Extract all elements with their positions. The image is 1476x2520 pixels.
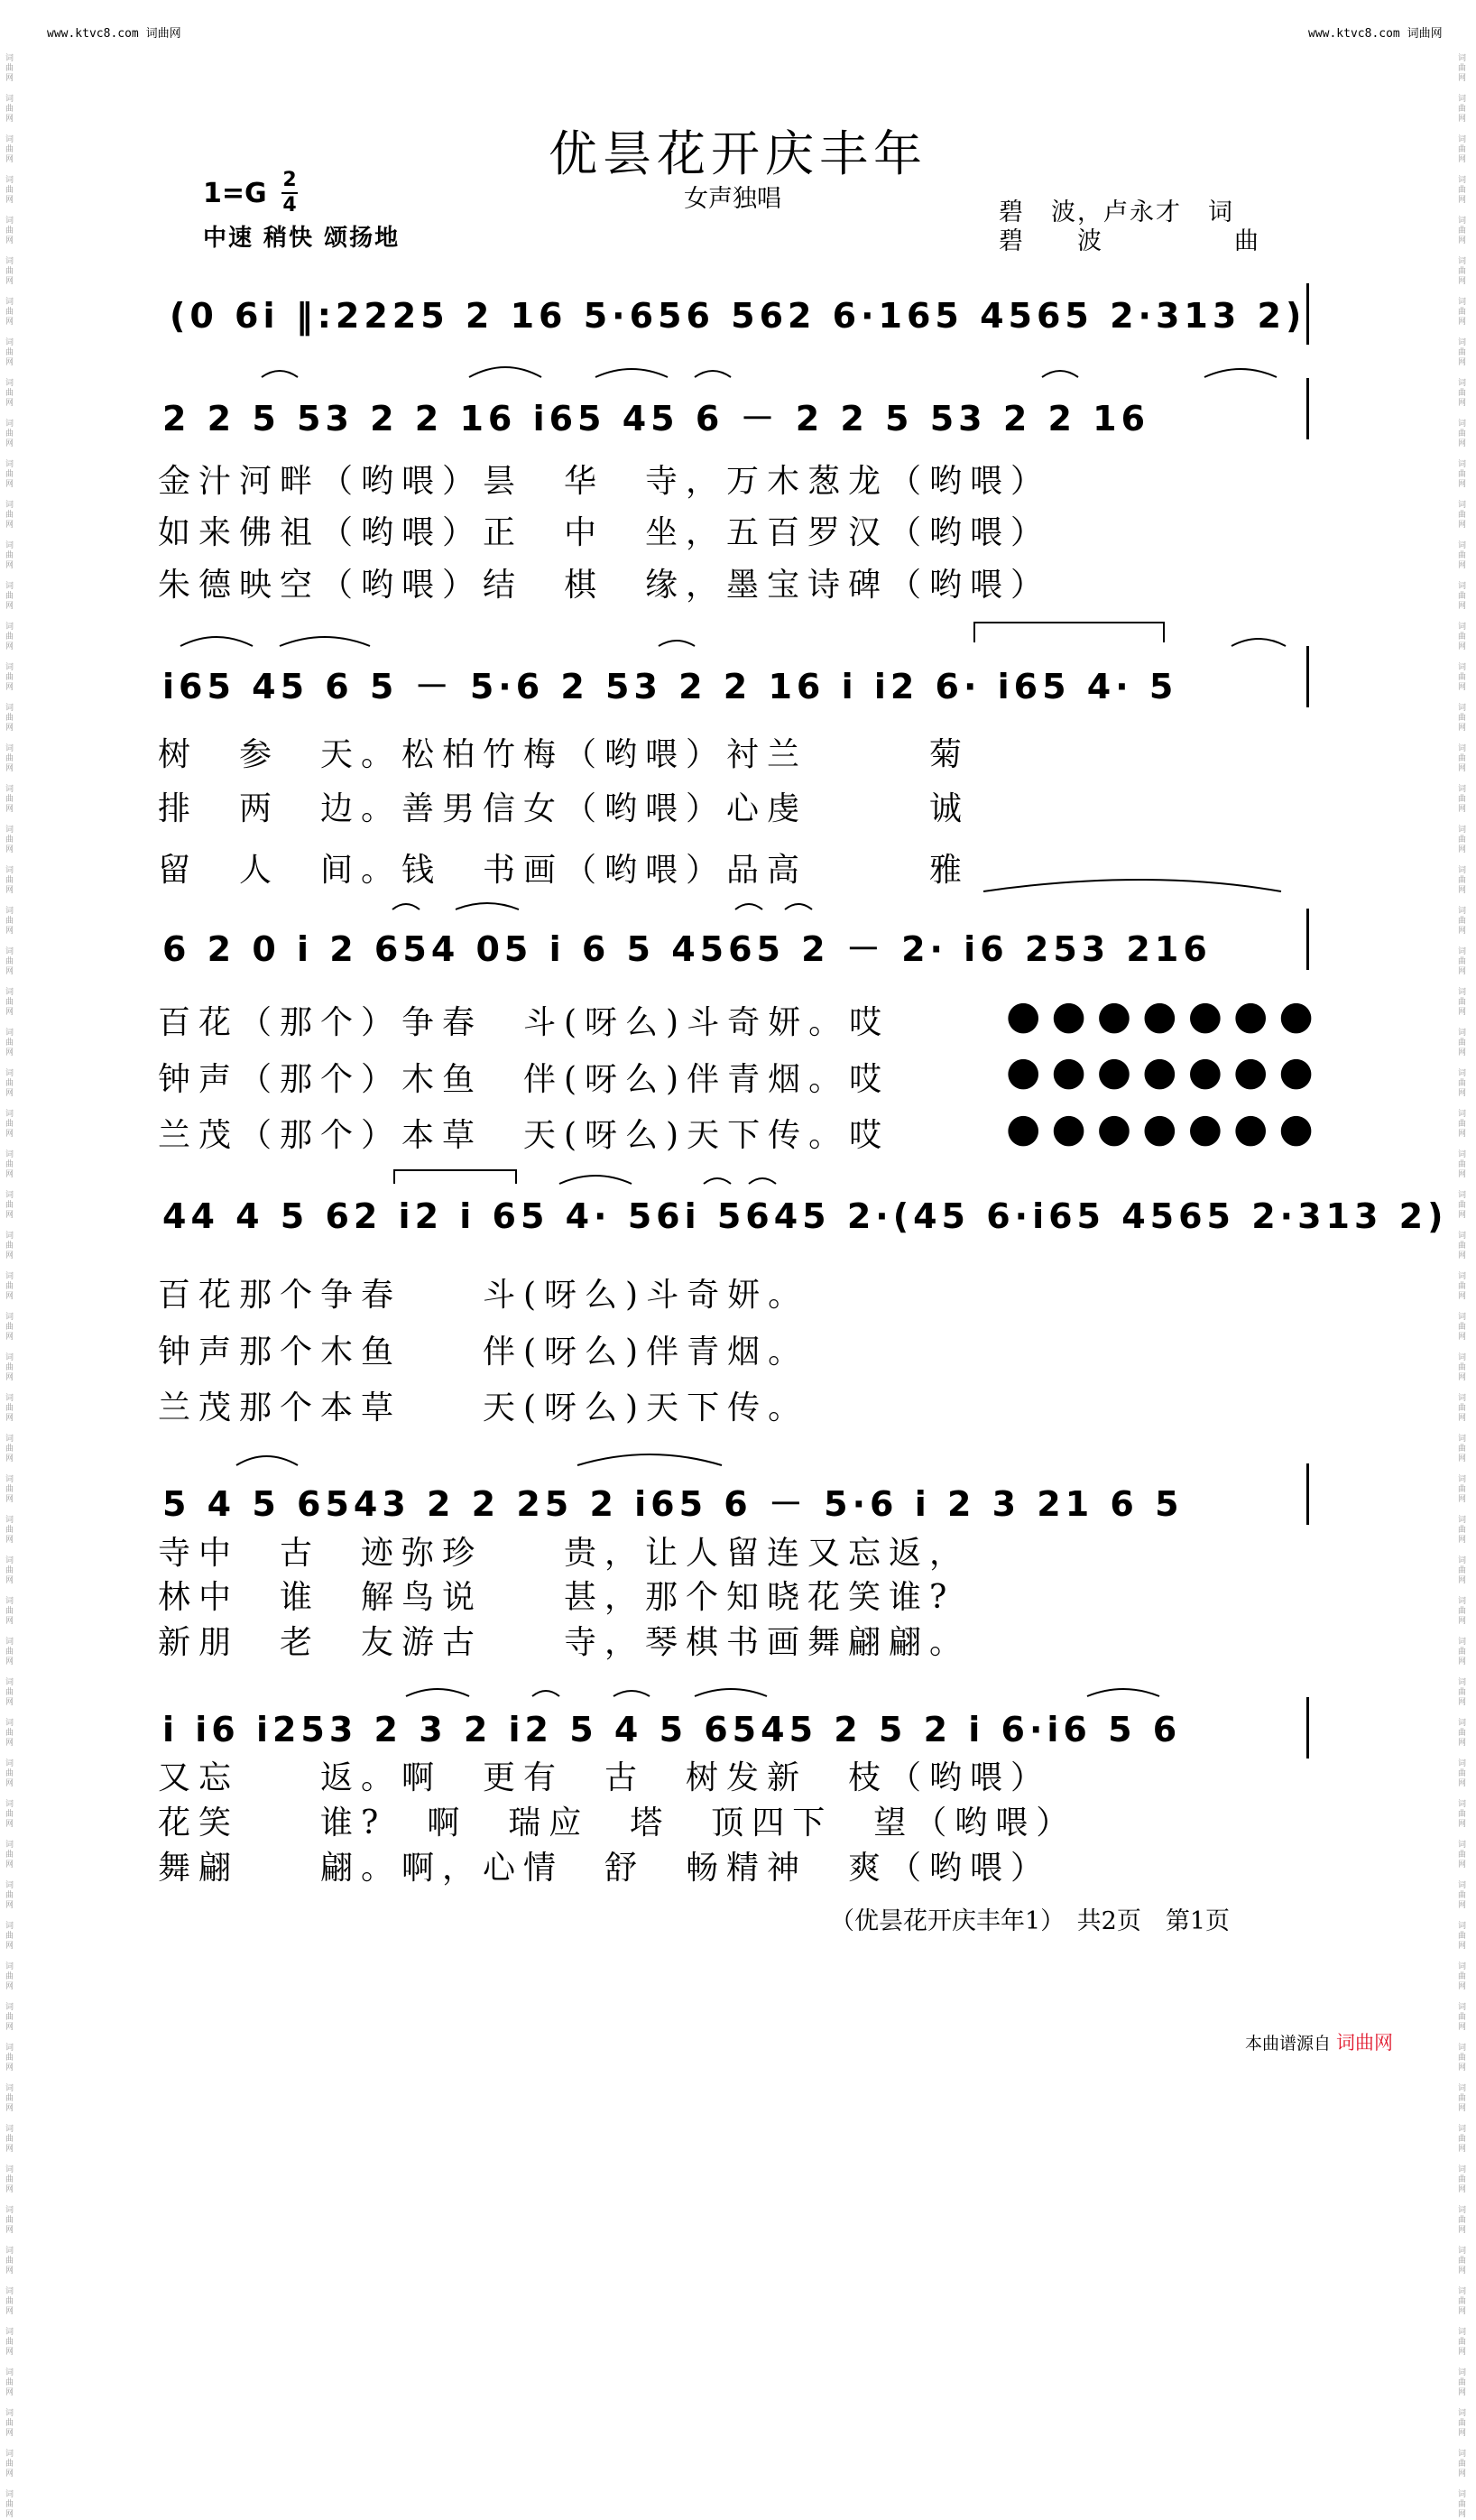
lyric-line: 留 人 间。钱 书画（哟喂）品高 雅 bbox=[158, 852, 971, 889]
lyric-line: 林中 谁 解鸟说 甚，那个知晓花笑谁? bbox=[158, 1579, 955, 1616]
side-watermark-text: 词曲网 bbox=[5, 338, 14, 367]
staff-notes: 6 2 0 i 2 654 05 i 6 5 4565 2 － 2· i6 253 216 bbox=[162, 929, 1212, 969]
side-watermark-text: 词曲网 bbox=[5, 1232, 14, 1260]
vocalise-dots: ●●●●●●● bbox=[1006, 1105, 1324, 1151]
side-watermark-text: 词曲网 bbox=[5, 1678, 14, 1707]
side-watermark-text: 词曲网 bbox=[5, 420, 14, 448]
side-watermark-text: 词曲网 bbox=[1458, 2165, 1467, 2194]
side-watermark-text: 词曲网 bbox=[5, 2084, 14, 2113]
side-watermark-text: 词曲网 bbox=[5, 95, 14, 124]
side-watermark-text: 词曲网 bbox=[1458, 785, 1467, 814]
side-watermark-text: 词曲网 bbox=[1458, 582, 1467, 611]
side-watermark-text: 词曲网 bbox=[1458, 420, 1467, 448]
side-watermark-text: 词曲网 bbox=[5, 947, 14, 976]
side-watermark-text: 词曲网 bbox=[5, 541, 14, 570]
time-signature-top: 2 bbox=[282, 169, 297, 191]
side-watermark-text: 词曲网 bbox=[1458, 2490, 1467, 2519]
song-title: 优昙花开庆丰年 bbox=[549, 125, 927, 182]
source-credit bbox=[1245, 2028, 1393, 2055]
lyric-line: 又忘 返。啊 更有 古 树发新 枝（哟喂） bbox=[158, 1759, 1052, 1796]
side-watermark-text: 词曲网 bbox=[1458, 54, 1467, 83]
side-watermark-text: 词曲网 bbox=[1458, 1516, 1467, 1545]
composer-credit: 碧 波 曲 bbox=[999, 227, 1260, 255]
side-watermark-text: 词曲网 bbox=[5, 1759, 14, 1788]
side-watermark-text: 词曲网 bbox=[5, 744, 14, 773]
side-watermark-text: 词曲网 bbox=[5, 1638, 14, 1666]
staff-notes: i i6 i253 2 3 2 i2 5 4 5 6545 2 5 2 i 6·i6 5 6 bbox=[162, 1710, 1182, 1749]
side-watermark-text: 词曲网 bbox=[5, 257, 14, 286]
source-label: 本曲谱源自 bbox=[1245, 2034, 1332, 2054]
side-watermark-text: 词曲网 bbox=[5, 1475, 14, 1504]
lyric-line: 兰茂（那个）本草 天(呀么)天下传。哎 bbox=[158, 1117, 890, 1154]
side-watermark-text: 词曲网 bbox=[1458, 257, 1467, 286]
site-url-right: www.ktvc8.com 词曲网 bbox=[1308, 27, 1443, 41]
side-watermark-text: 词曲网 bbox=[5, 1881, 14, 1910]
side-watermark-text: 词曲网 bbox=[5, 1191, 14, 1220]
page-info: （优昙花开庆丰年1） 共2页 第1页 bbox=[830, 1907, 1231, 1935]
side-watermark-text: 词曲网 bbox=[1458, 176, 1467, 205]
side-watermark-text: 词曲网 bbox=[1458, 1719, 1467, 1748]
side-watermark-text: 词曲网 bbox=[5, 1556, 14, 1585]
side-watermark-text: 词曲网 bbox=[1458, 2084, 1467, 2113]
side-watermark-text: 词曲网 bbox=[5, 2206, 14, 2235]
side-watermark-text: 词曲网 bbox=[1458, 95, 1467, 124]
side-watermark-text: 词曲网 bbox=[5, 623, 14, 651]
side-watermark-text: 词曲网 bbox=[5, 2003, 14, 2032]
side-watermark-text: 词曲网 bbox=[5, 582, 14, 611]
lyric-line: 排 两 边。善男信女（哟喂）心虔 诚 bbox=[158, 790, 971, 827]
side-watermark-text: 词曲网 bbox=[5, 704, 14, 733]
staff-notes: 44 4 5 62 i2 i 65 4· 56i 5645 2·(45 6·i65 4565 2·313 2) bbox=[162, 1196, 1448, 1236]
side-watermark-text: 词曲网 bbox=[1458, 2368, 1467, 2397]
staff-notes: i65 45 6 5 － 5·6 2 53 2 2 16 i i2 6· i65 4· 5 bbox=[162, 667, 1178, 706]
lyric-line: 钟声那个木鱼 伴(呀么)伴青烟。 bbox=[158, 1334, 809, 1371]
side-watermark-text: 词曲网 bbox=[1458, 1191, 1467, 1220]
side-watermark-text: 词曲网 bbox=[5, 907, 14, 936]
side-watermark-text: 词曲网 bbox=[5, 298, 14, 327]
lyric-line: 树 参 天。松柏竹梅（哟喂）衬兰 菊 bbox=[158, 736, 971, 773]
side-watermark-text: 词曲网 bbox=[5, 1313, 14, 1342]
lyric-line: 百花那个争春 斗(呀么)斗奇妍。 bbox=[158, 1277, 809, 1314]
side-watermark-text: 词曲网 bbox=[1458, 704, 1467, 733]
side-watermark-text: 词曲网 bbox=[1458, 826, 1467, 854]
side-watermark-text: 词曲网 bbox=[1458, 2206, 1467, 2235]
side-watermark-text: 词曲网 bbox=[5, 217, 14, 245]
side-watermark-text: 词曲网 bbox=[5, 54, 14, 83]
lyric-line: 如来佛祖（哟喂）正 中 坐，五百罗汉（哟喂） bbox=[158, 514, 1052, 551]
side-watermark-text: 词曲网 bbox=[1458, 2044, 1467, 2072]
side-watermark-text: 词曲网 bbox=[1458, 1475, 1467, 1504]
side-watermark-text: 词曲网 bbox=[5, 663, 14, 692]
vocalise-dots: ●●●●●●● bbox=[1006, 1048, 1324, 1094]
side-watermark-text: 词曲网 bbox=[1458, 2003, 1467, 2032]
side-watermark-text: 词曲网 bbox=[1458, 623, 1467, 651]
side-watermark-text: 词曲网 bbox=[1458, 338, 1467, 367]
side-watermark-text: 词曲网 bbox=[5, 1353, 14, 1382]
side-watermark-text: 词曲网 bbox=[1458, 947, 1467, 976]
side-watermark-text: 词曲网 bbox=[1458, 1841, 1467, 1869]
side-watermark-text: 词曲网 bbox=[1458, 1029, 1467, 1057]
vocalise-dots: ●●●●●●● bbox=[1006, 992, 1324, 1038]
side-watermark-text: 词曲网 bbox=[1458, 1353, 1467, 1382]
tempo-marking: 中速 稍快 颂扬地 bbox=[203, 225, 401, 252]
side-watermark-text: 词曲网 bbox=[1458, 1110, 1467, 1139]
side-watermark-text: 词曲网 bbox=[1458, 1272, 1467, 1301]
side-watermark-text: 词曲网 bbox=[5, 1597, 14, 1626]
staff-notes: (0 6i ‖:2225 2 16 5·656 562 6·165 4565 2·313 2) bbox=[170, 296, 1306, 336]
side-watermark-text: 词曲网 bbox=[5, 379, 14, 408]
side-watermark-text: 词曲网 bbox=[1458, 907, 1467, 936]
side-watermark-text: 词曲网 bbox=[1458, 135, 1467, 164]
side-watermark-text: 词曲网 bbox=[5, 1069, 14, 1098]
side-watermark-text: 词曲网 bbox=[5, 1516, 14, 1545]
side-watermark-text: 词曲网 bbox=[1458, 501, 1467, 530]
side-watermark-text: 词曲网 bbox=[5, 1962, 14, 1991]
side-watermark-text: 词曲网 bbox=[1458, 866, 1467, 895]
lyric-line: 钟声（那个）木鱼 伴(呀么)伴青烟。哎 bbox=[158, 1061, 890, 1098]
side-watermark-text: 词曲网 bbox=[5, 2247, 14, 2275]
side-watermark-text: 词曲网 bbox=[5, 1110, 14, 1139]
side-watermark-text: 词曲网 bbox=[5, 176, 14, 205]
side-watermark-text: 词曲网 bbox=[1458, 1435, 1467, 1463]
side-watermark-text: 词曲网 bbox=[5, 1272, 14, 1301]
side-watermark-text: 词曲网 bbox=[1458, 217, 1467, 245]
side-watermark-text: 词曲网 bbox=[1458, 2450, 1467, 2478]
side-watermark-text: 词曲网 bbox=[1458, 1678, 1467, 1707]
side-watermark-text: 词曲网 bbox=[5, 2409, 14, 2438]
side-watermark-text: 词曲网 bbox=[5, 2125, 14, 2154]
lyric-line: 朱德映空（哟喂）结 棋 缘，墨宝诗碑（哟喂） bbox=[158, 567, 1052, 604]
side-watermark-text: 词曲网 bbox=[1458, 1556, 1467, 1585]
side-watermark-text: 词曲网 bbox=[1458, 2409, 1467, 2438]
side-watermark-text: 词曲网 bbox=[1458, 298, 1467, 327]
side-watermark-text: 词曲网 bbox=[5, 2165, 14, 2194]
side-watermark-text: 词曲网 bbox=[5, 1029, 14, 1057]
side-watermark-text: 词曲网 bbox=[1458, 1962, 1467, 1991]
time-signature-bottom: 4 bbox=[282, 194, 297, 217]
side-watermark-text: 词曲网 bbox=[1458, 1069, 1467, 1098]
side-watermark-text: 词曲网 bbox=[5, 785, 14, 814]
lyric-line: 寺中 古 迹弥珍 贵，让人留连又忘返， bbox=[158, 1535, 971, 1572]
side-watermark-text: 词曲网 bbox=[5, 1435, 14, 1463]
lyricist-credit: 碧 波，卢永才 词 bbox=[999, 198, 1234, 226]
key-signature: 1=G bbox=[203, 178, 267, 209]
staff-notes: 2 2 5 53 2 2 16 i65 45 6 － 2 2 5 53 2 2 16 bbox=[162, 399, 1150, 438]
side-watermark-text: 词曲网 bbox=[1458, 2125, 1467, 2154]
side-watermark-text: 词曲网 bbox=[5, 2287, 14, 2316]
lyric-line: 百花（那个）争春 斗(呀么)斗奇妍。哎 bbox=[158, 1004, 890, 1041]
side-watermark-text: 词曲网 bbox=[5, 1841, 14, 1869]
side-watermark-text: 词曲网 bbox=[5, 501, 14, 530]
side-watermark-text: 词曲网 bbox=[5, 460, 14, 489]
side-watermark-text: 词曲网 bbox=[1458, 1313, 1467, 1342]
side-watermark-text: 词曲网 bbox=[5, 826, 14, 854]
side-watermark-text: 词曲网 bbox=[1458, 1800, 1467, 1829]
side-watermark-text: 词曲网 bbox=[1458, 1638, 1467, 1666]
side-watermark-text: 词曲网 bbox=[5, 2368, 14, 2397]
side-watermark-text: 词曲网 bbox=[5, 988, 14, 1017]
side-watermark-text: 词曲网 bbox=[5, 135, 14, 164]
side-watermark-text: 词曲网 bbox=[1458, 1759, 1467, 1788]
side-watermark-text: 词曲网 bbox=[1458, 1232, 1467, 1260]
side-watermark-text: 词曲网 bbox=[1458, 2287, 1467, 2316]
side-watermark-text: 词曲网 bbox=[1458, 2247, 1467, 2275]
side-watermark-text: 词曲网 bbox=[5, 2328, 14, 2357]
staff-notes: 5 4 5 6543 2 2 25 2 i65 6 － 5·6 i 2 3 21 6 5 bbox=[162, 1484, 1184, 1524]
lyric-line: 金汁河畔（哟喂）昙 华 寺，万木葱龙（哟喂） bbox=[158, 463, 1052, 500]
side-watermark-text: 词曲网 bbox=[5, 866, 14, 895]
side-watermark-text: 词曲网 bbox=[1458, 1150, 1467, 1179]
side-watermark-text: 词曲网 bbox=[1458, 1881, 1467, 1910]
side-watermark-text: 词曲网 bbox=[5, 1719, 14, 1748]
site-url-left: www.ktvc8.com 词曲网 bbox=[47, 27, 181, 41]
song-subtitle: 女声独唱 bbox=[684, 185, 781, 213]
side-watermark-text: 词曲网 bbox=[5, 1922, 14, 1951]
lyric-line: 兰茂那个本草 天(呀么)天下传。 bbox=[158, 1389, 809, 1426]
side-watermark-text: 词曲网 bbox=[1458, 2328, 1467, 2357]
side-watermark-text: 词曲网 bbox=[5, 2044, 14, 2072]
side-watermark-text: 词曲网 bbox=[1458, 1922, 1467, 1951]
lyric-line: 新朋 老 友游古 寺，琴棋书画舞翩翩。 bbox=[158, 1624, 971, 1661]
side-watermark-text: 词曲网 bbox=[5, 1150, 14, 1179]
side-watermark-text: 词曲网 bbox=[1458, 541, 1467, 570]
side-watermark-text: 词曲网 bbox=[1458, 1597, 1467, 1626]
side-watermark-text: 词曲网 bbox=[5, 2490, 14, 2519]
side-watermark-text: 词曲网 bbox=[1458, 379, 1467, 408]
side-watermark-text: 词曲网 bbox=[1458, 663, 1467, 692]
side-watermark-text: 词曲网 bbox=[5, 1394, 14, 1423]
source-brand[interactable]: 词曲网 bbox=[1336, 2032, 1394, 2054]
lyric-line: 花笑 谁? 啊 瑞应 塔 顶四下 望（哟喂） bbox=[158, 1805, 1077, 1842]
side-watermark-text: 词曲网 bbox=[5, 1800, 14, 1829]
side-watermark-text: 词曲网 bbox=[1458, 460, 1467, 489]
side-watermark-text: 词曲网 bbox=[1458, 988, 1467, 1017]
lyric-line: 舞翩 翩。啊，心情 舒 畅精神 爽（哟喂） bbox=[158, 1850, 1052, 1887]
side-watermark-text: 词曲网 bbox=[1458, 744, 1467, 773]
side-watermark-text: 词曲网 bbox=[1458, 1394, 1467, 1423]
side-watermark-text: 词曲网 bbox=[5, 2450, 14, 2478]
